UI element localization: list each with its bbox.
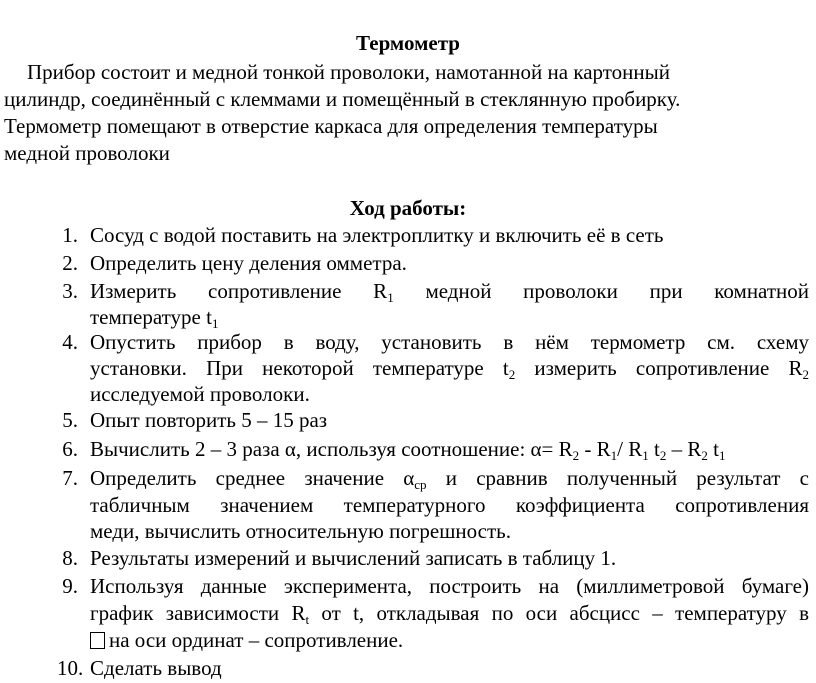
step-text-part: установки. При некоторой температуре t [90, 356, 509, 380]
subscript: 1 [610, 448, 618, 463]
step-text: исследуемой проволоки. [90, 382, 310, 406]
step-number: 3. [62, 279, 78, 303]
intro-line-1: Прибор состоит и медной тонкой проволоки, намотанной на картонный [27, 60, 670, 84]
step-text-part: измерить сопротивление R [515, 356, 803, 380]
subscript: 1 [211, 316, 219, 331]
step-number: 8. [62, 546, 78, 570]
step-text: Сделать вывод [90, 656, 222, 680]
step-text: Опыт повторить 5 – 15 раз [90, 408, 328, 432]
work-title: Ход работы: [349, 196, 467, 220]
step-text: Сосуд с водой поставить на электроплитку и включить её в сеть [90, 223, 664, 247]
step-text-part: от t, откладывая по оси абсцисс – температуру в [309, 601, 809, 625]
missing-glyph-icon [90, 632, 105, 649]
page-title: Термометр [356, 31, 460, 55]
subscript: 2 [802, 367, 810, 382]
step-text: Используя данные эксперимента, построить на (миллиметровой бумаге) [90, 574, 809, 598]
step-text [90, 628, 403, 652]
step-text: меди, вычислить относительную погрешность. [90, 519, 512, 543]
intro-line-3: Термометр помещают в отверстие каркаса для определения температуры [4, 114, 658, 138]
step-text-part: и сравнив полученный результат с [426, 466, 809, 490]
step-text-part: – R [666, 437, 702, 461]
subscript: 2 [572, 448, 580, 463]
subscript: 1 [718, 448, 726, 463]
step-text-part: на оси ординат – сопротивление. [109, 628, 404, 652]
step-text-part: t [648, 437, 660, 461]
step-text: Опустить прибор в воду, установить в нём термометр см. схему [90, 330, 809, 354]
step-number: 2. [62, 251, 78, 275]
step-text-part: / R [617, 437, 643, 461]
step-text: табличным значением температурного коэффициента сопротивления [90, 493, 809, 517]
step-text-part: - R [579, 437, 611, 461]
step-number: 7. [62, 466, 78, 490]
step-text-part: Вычислить 2 – 3 раза α, используя соотношение: α= R [90, 437, 573, 461]
subscript: 2 [659, 448, 667, 463]
step-text-part: Определить среднее значение α [90, 466, 415, 490]
subscript: ср [414, 477, 427, 492]
intro-line-2: цилиндр, соединённый с клеммами и помещённый в стеклянную пробирку. [4, 87, 681, 111]
step-text-part: температуре t [90, 305, 212, 329]
subscript: 1 [642, 448, 649, 463]
step-number: 9. [62, 574, 78, 598]
step-text-part: график зависимости R [90, 601, 306, 625]
step-number: 4. [62, 330, 78, 354]
subscript: 1 [387, 290, 394, 305]
subscript: 2 [508, 367, 516, 382]
step-text-part: медной проволоки при комнатной [393, 279, 809, 303]
subscript: t [305, 612, 310, 627]
step-number: 6. [62, 437, 78, 461]
subscript: 2 [701, 448, 708, 463]
step-number: 10. [57, 656, 84, 680]
step-text: Определить цену деления омметра. [90, 251, 407, 275]
step-number: 1. [62, 223, 78, 247]
step-number: 5. [62, 408, 78, 432]
step-text-part: t [707, 437, 719, 461]
step-text-part: Измерить сопротивление R [90, 279, 388, 303]
step-text: Результаты измерений и вычислений записать в таблицу 1. [90, 546, 617, 570]
step-text [90, 437, 725, 468]
intro-line-4: медной проволоки [4, 141, 170, 165]
